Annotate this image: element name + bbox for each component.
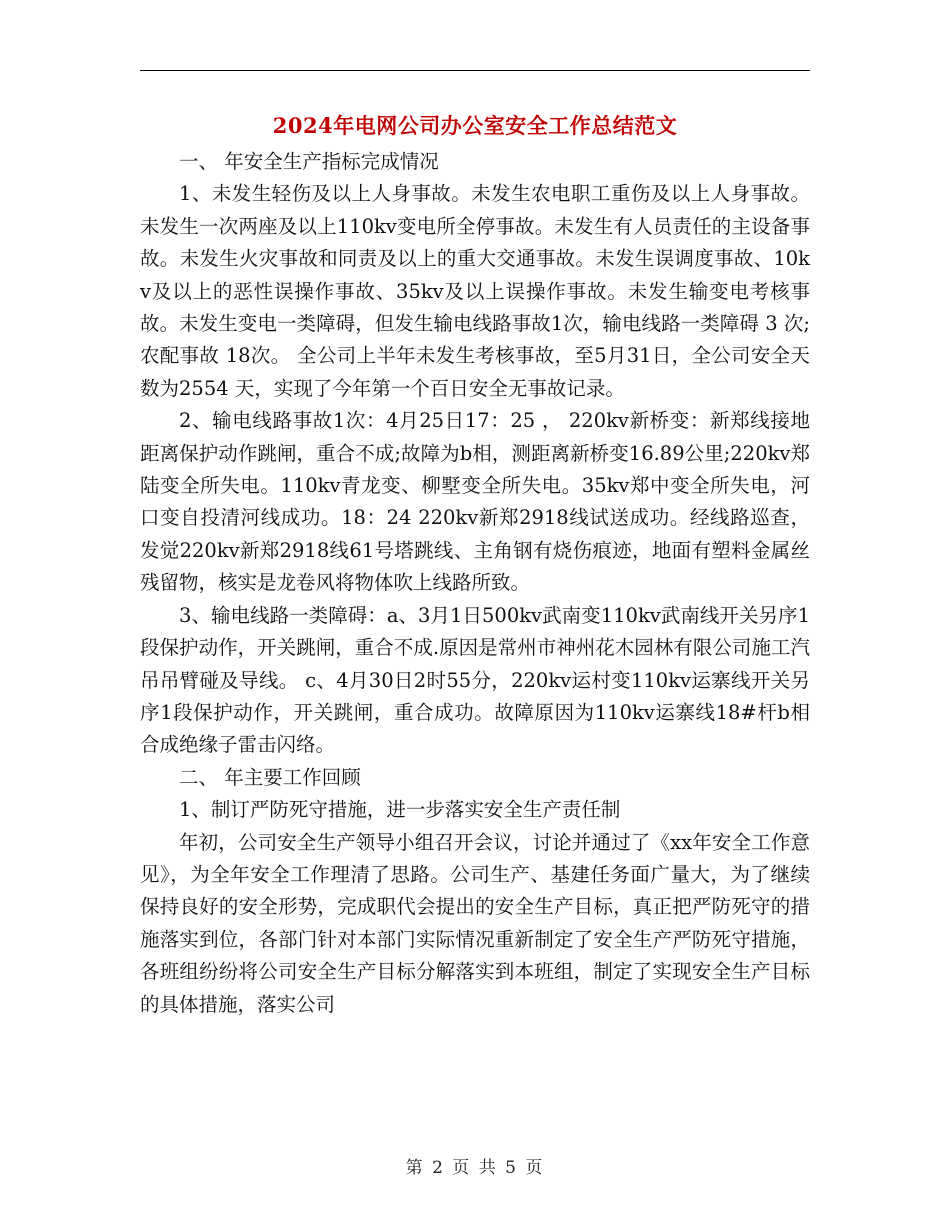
page-number: 第 2 页 共 5 页 [405, 1158, 545, 1178]
subsection-heading-1: 1、制订严防死守措施，进一步落实安全生产责任制 [179, 798, 621, 822]
paragraph-safety-indicators: 1、未发生轻伤及以上人身事故。未发生农电职工重伤及以上人身事故。未发生一次两座及以上110kv变电所全停事故。未发生有人员责任的主设备事故。未发生火灾事故和同责及以上的重大交通事故。未发生误调度事故、10kv及以上的恶性误操作事故、35kv及以上误操作事故。未发生输变电考核事故。未发生变电一类障碍，但发生输电线路事故1次，输电线路一类障碍 3 次;农配事故 18次。 全公司上半年未发生考核事故，至5月31日，全公司安全天数为2554 天，实现了今年第一个百日安全无事故记录。 [140, 182, 810, 400]
header-rule [140, 70, 810, 71]
document-body [140, 146, 810, 1021]
paragraph-line-accident: 2、输电线路事故1次：4月25日17：25 ， 220kv新桥变：新郑线接地距离保护动作跳闸，重合不成;故障为b相，测距离新桥变16.89公里;220kv郑陆变全所失电。110kv青龙变、柳墅变全所失电。35kv郑中变全所失电，河口变自投清河线成功。18：24 220kv新郑2918线试送成功。经线路巡查，发觉220kv新郑2918线61号塔跳线、主角钢有烧伤痕迹，地面有塑料金属丝残留物，核实是龙卷风将物体吹上线路所致。 [140, 409, 810, 595]
document-title: 2024年电网公司办公室安全工作总结范文 [272, 113, 678, 138]
section-heading-2: 二、 年主要工作回顾 [179, 765, 361, 789]
section-heading-1: 一、 年安全生产指标完成情况 [179, 150, 439, 173]
paragraph-line-faults: 3、输电线路一类障碍：a、3月1日500kv武南变110kv武南线开关另序1段保护动作，开关跳闸，重合不成.原因是常州市神州花木园林有限公司施工汽吊吊臂碰及导线。 c、4月30日2时55分，220kv运村变110kv运寨线开关另序1段保护动作，开关跳闸，重合成功。故障原因为110kv运寨线18#杆b相合成绝缘子雷击闪络。 [140, 603, 810, 757]
paragraph-annual-meeting: 年初，公司安全生产领导小组召开会议，讨论并通过了《xx年安全工作意见》，为全年安全工作理清了思路。公司生产、基建任务面广量大，为了继续保持良好的安全形势，完成职代会提出的安全生产目标，真正把严防死守的措施落实到位，各部门针对本部门实际情况重新制定了安全生产严防死守措施，各班组纷纷将公司安全生产目标分解落实到本班组，制定了实现安全生产目标的具体措施，落实公司 [140, 830, 810, 1016]
